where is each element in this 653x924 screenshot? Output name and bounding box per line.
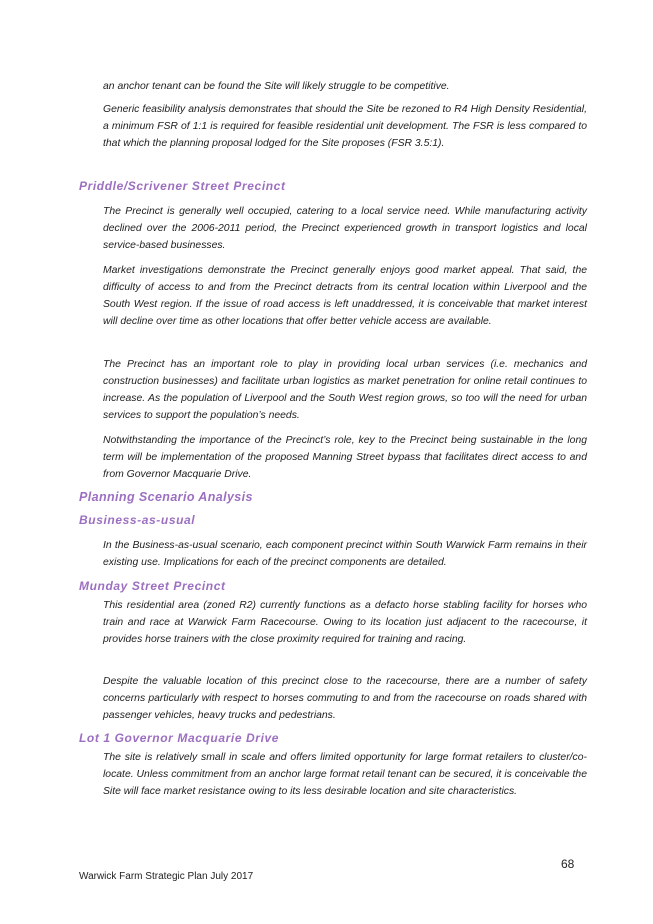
- paragraph-feasibility: Generic feasibility analysis demonstrates that should the Site be rezoned to R4 High Density Residential, a minimum FSR of 1:1 is required for feasible residential unit development. The FSR is less compared to that which the planning proposal lodged for the Site proposes (FSR 3.5:1).: [103, 104, 587, 149]
- paragraph-lot1-site: The site is relatively small in scale and offers limited opportunity for large format retailers to cluster/co-locate. Unless commitment from an anchor large format retail tenant can be secured, it is conceivable the Site will face market resistance owing to its less desirable location and site characteristics.: [103, 752, 587, 797]
- paragraph-anchor-tenant: an anchor tenant can be found the Site will likely struggle to be competitive.: [103, 81, 450, 92]
- paragraph-priddle-bypass: Notwithstanding the importance of the Precinct’s role, key to the Precinct being sustainable in the long term will be implementation of the proposed Manning Street bypass that facilitates direct access to and from Governor Macquarie Drive.: [103, 435, 587, 480]
- heading-business-as-usual: Business-as-usual: [79, 513, 196, 527]
- heading-priddle-precinct: Priddle/Scrivener Street Precinct: [79, 179, 286, 193]
- paragraph-priddle-occupancy: The Precinct is generally well occupied, catering to a local service need. While manufacturing activity declined over the 2006-2011 period, the Precinct experienced growth in transport logistics and local service-based businesses.: [103, 206, 587, 251]
- heading-munday-precinct: Munday Street Precinct: [79, 579, 226, 593]
- page-number: 68: [561, 857, 575, 871]
- paragraph-priddle-role: The Precinct has an important role to play in providing local urban services (i.e. mechanics and construction businesses) and facilitate urban logistics as market penetration for online retail continues to increase. As the population of Liverpool and the South West region grows, so too will the need for urban services to support the population’s needs.: [103, 359, 587, 421]
- heading-lot1-governor: Lot 1 Governor Macquarie Drive: [79, 731, 280, 745]
- paragraph-munday-residential: This residential area (zoned R2) currently functions as a defacto horse stabling facility for horses who train and race at Warwick Farm Racecourse. Owing to its location just adjacent to the racecourse, it provides horse trainers with the close proximity required for training and racing.: [103, 600, 587, 645]
- footer-title: Warwick Farm Strategic Plan July 2017: [79, 871, 254, 882]
- paragraph-munday-safety: Despite the valuable location of this precinct close to the racecourse, there are a number of safety concerns particularly with respect to horses commuting to and from the racecourse on roads shared with passenger vehicles, heavy trucks and pedestrians.: [103, 676, 587, 721]
- paragraph-priddle-market: Market investigations demonstrate the Precinct generally enjoys good market appeal. That said, the difficulty of access to and from the Precinct detracts from its central location within Liverpool and the South West region. If the issue of road access is left unaddressed, it is conceivable that market interest will decline over time as other locations that offer better vehicle access are available.: [103, 265, 587, 327]
- paragraph-bau: In the Business-as-usual scenario, each component precinct within South Warwick Farm remains in their existing use. Implications for each of the precinct components are detailed.: [103, 540, 587, 568]
- heading-planning-scenario: Planning Scenario Analysis: [79, 490, 253, 504]
